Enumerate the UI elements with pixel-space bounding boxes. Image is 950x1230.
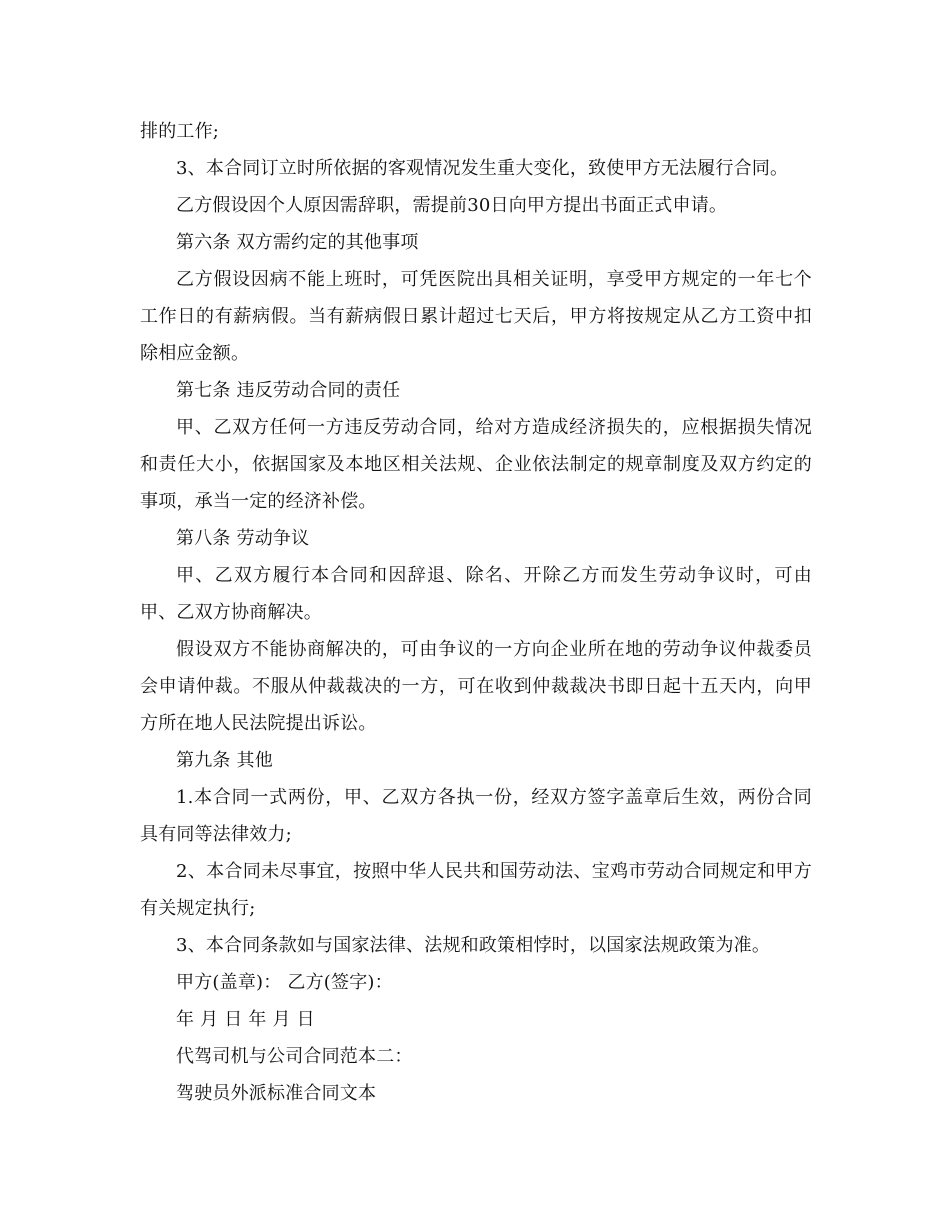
paragraph-continuation: 排的工作;: [140, 121, 220, 142]
article-8-heading: 第八条 劳动争议: [176, 528, 310, 549]
paragraph-liability: 甲、乙双方任何一方违反劳动合同，给对方造成经济损失的，应根据损失情况和责任大小，依据国家及本地区相关法规、企业依法制定的规章制度及双方约定的事项，承当一定的经济补偿。: [140, 417, 812, 512]
paragraph-other-3: 3、本合同条款如与国家法律、法规和政策相悖时，以国家法规政策为准。: [176, 935, 771, 956]
paragraph-other-1: 1.本合同一式两份，甲、乙双方各执一份，经双方签字盖章后生效，两份合同具有同等法律效力;: [140, 787, 812, 845]
date-line: 年 月 日 年 月 日: [176, 1009, 315, 1030]
paragraph-sick-leave: 乙方假设因病不能上班时，可凭医院出具相关证明，享受甲方规定的一年七个工作日的有薪病假。当有薪病假日累计超过七天后，甲方将按规定从乙方工资中扣除相应金额。: [140, 269, 812, 364]
paragraph-dispute: 甲、乙双方履行本合同和因辞退、除名、开除乙方而发生劳动争议时，可由甲、乙双方协商解决。: [140, 565, 812, 623]
document-body: [140, 113, 812, 1112]
article-9-heading: 第九条 其他: [176, 750, 273, 771]
article-7-heading: 第七条 违反劳动合同的责任: [176, 380, 401, 401]
paragraph-clause-3: 3、本合同订立时所依据的客观情况发生重大变化，致使甲方无法履行合同。: [176, 158, 789, 179]
template-two-title: 代驾司机与公司合同范本二：: [176, 1046, 413, 1067]
paragraph-resignation: 乙方假设因个人原因需辞职，需提前30日向甲方提出书面正式申请。: [176, 195, 728, 216]
paragraph-arbitration: 假设双方不能协商解决的，可由争议的一方向企业所在地的劳动争议仲裁委员会申请仲裁。不服从仲裁裁决的一方，可在收到仲裁裁决书即日起十五天内，向甲方所在地人民法院提出诉讼。: [140, 639, 812, 734]
paragraph-other-2: 2、本合同未尽事宜，按照中华人民共和国劳动法、宝鸡市劳动合同规定和甲方有关规定执行;: [140, 861, 812, 919]
signature-line: 甲方(盖章)： 乙方(签字)：: [176, 972, 393, 993]
article-6-heading: 第六条 双方需约定的其他事项: [176, 232, 419, 253]
contract-text-title: 驾驶员外派标准合同文本: [176, 1083, 377, 1104]
